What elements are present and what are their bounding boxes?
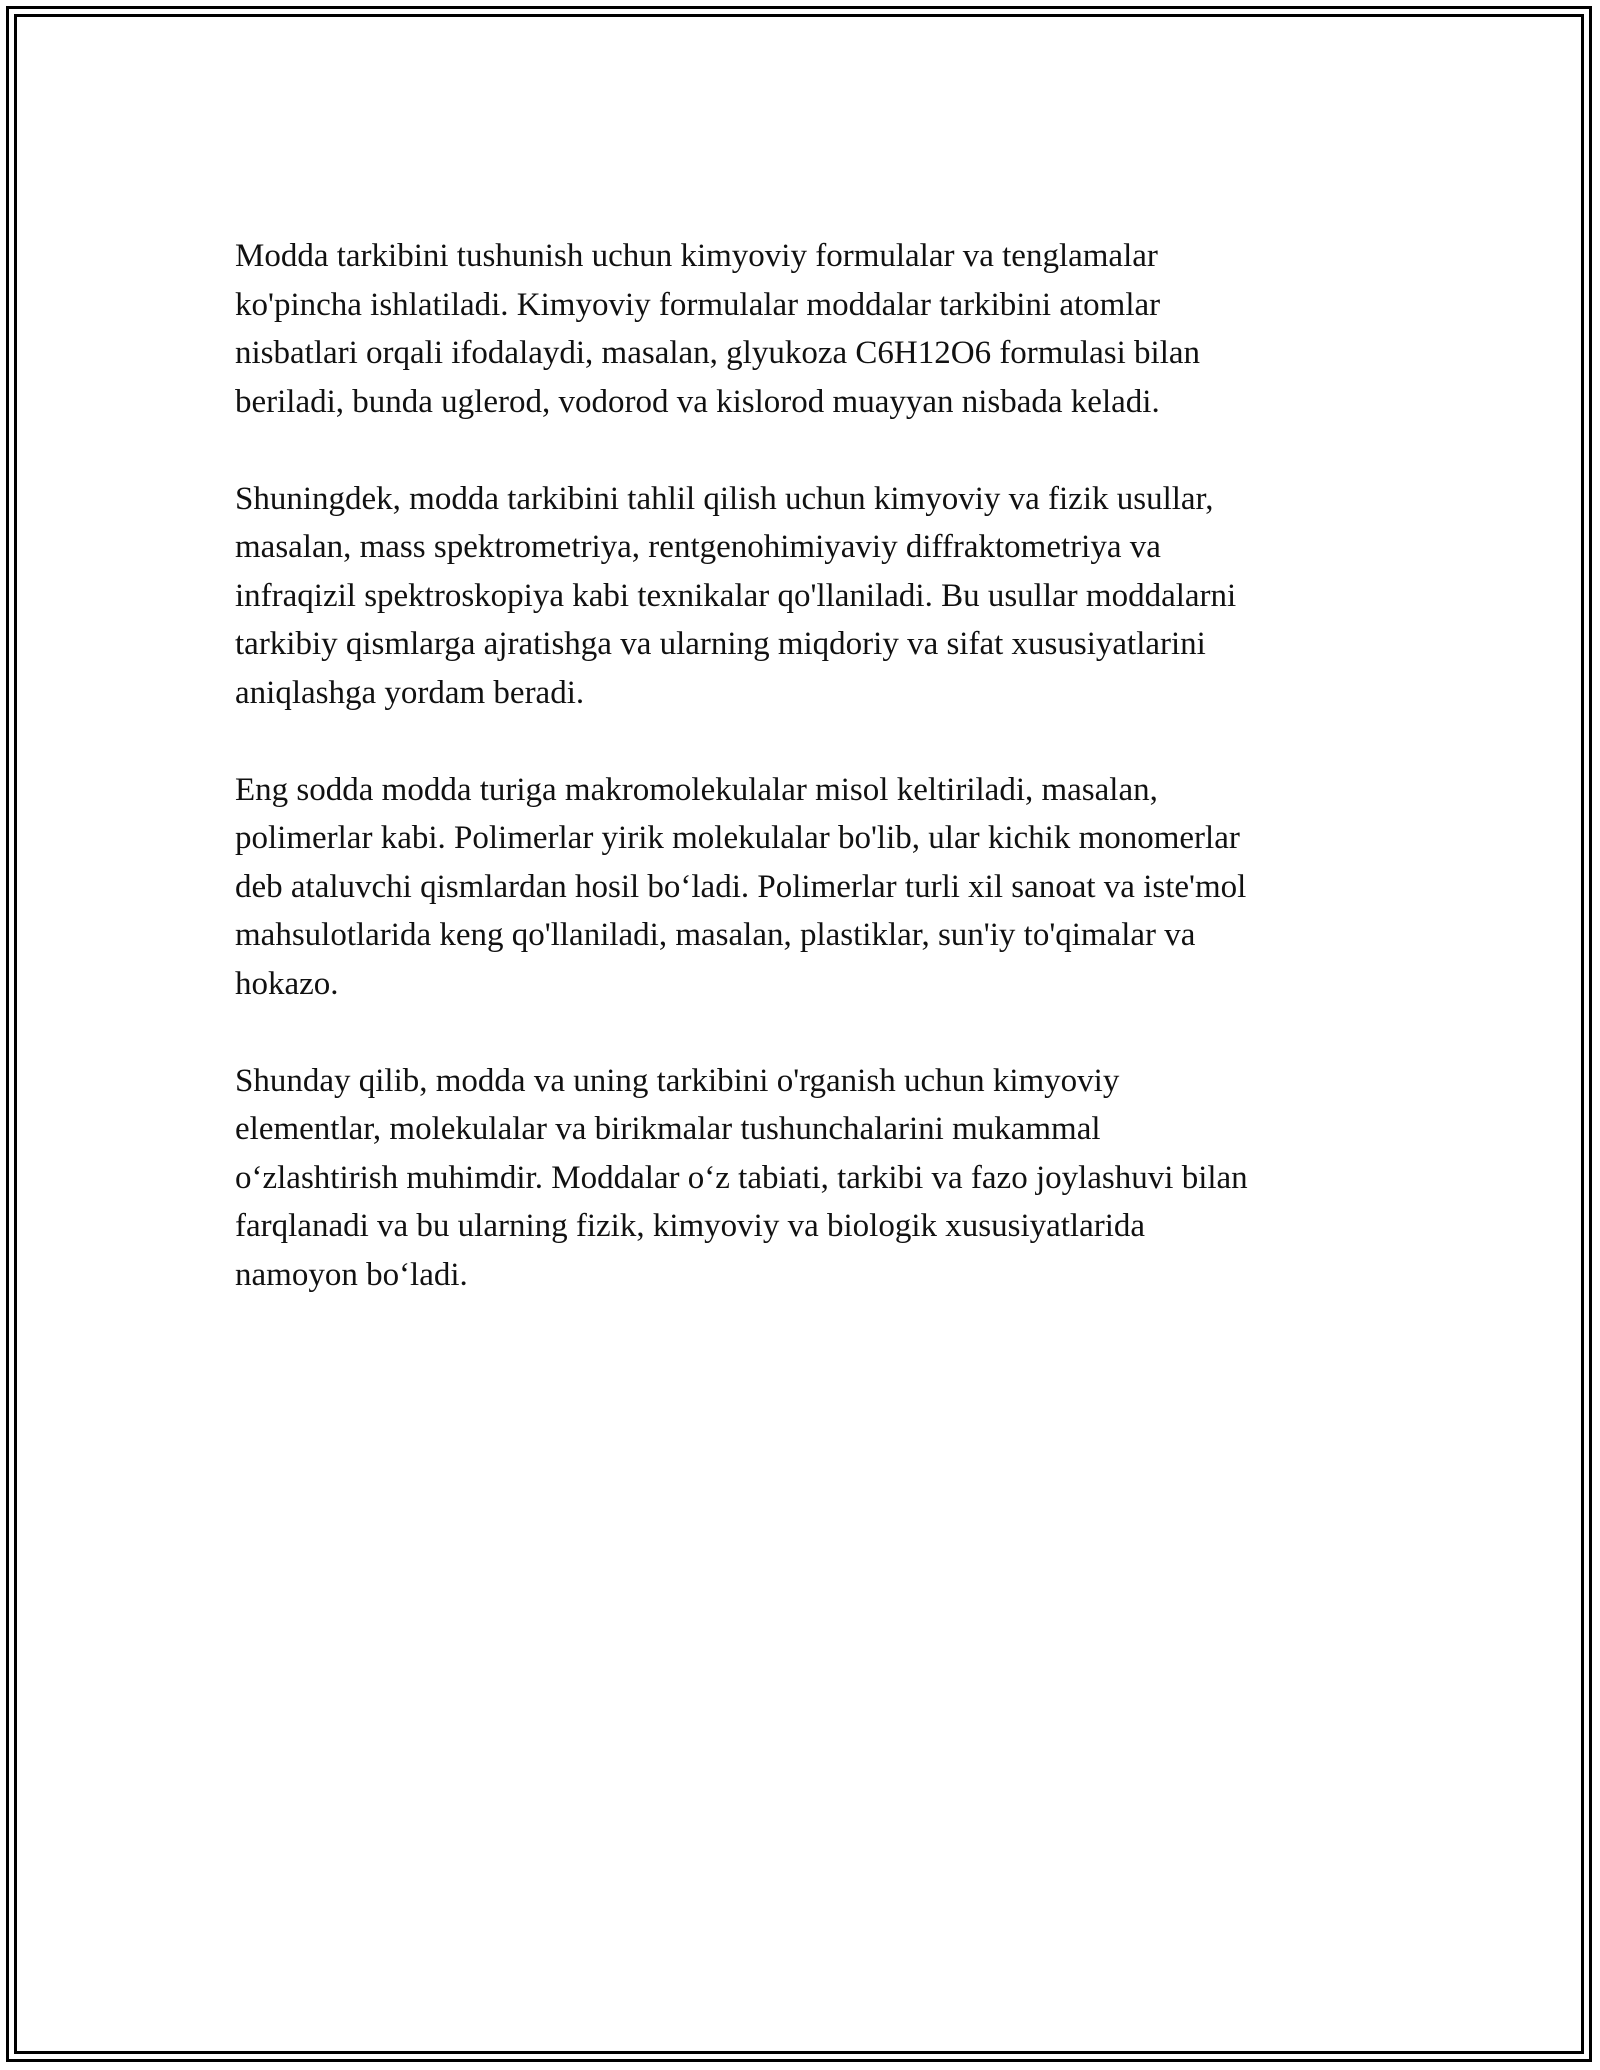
paragraph-3 xyxy=(235,766,1375,1009)
text-line: nisbatlari orqali ifodalaydi, masalan, glyukoza C6H12O6 formulasi bilan xyxy=(235,335,1201,371)
text-line: tarkibiy qismlarga ajratishga va ularning miqdoriy va sifat xususiyatlarini xyxy=(235,626,1206,662)
text-line: polimerlar kabi. Polimerlar yirik molekulalar bo'lib, ular kichik monomerlar xyxy=(235,820,1240,856)
paragraph-4 xyxy=(235,1057,1375,1300)
text-line: beriladi, bunda uglerod, vodorod va kislorod muayyan nisbada keladi. xyxy=(235,383,1160,420)
text-line: namoyon bo‘ladi. xyxy=(235,1256,468,1293)
text-line: deb ataluvchi qismlardan hosil bo‘ladi. Polimerlar turli xil sanoat va iste'mol xyxy=(235,868,1247,905)
document-body xyxy=(235,232,1375,1348)
paragraph-2 xyxy=(235,475,1375,718)
text-line: Shuningdek, modda tarkibini tahlil qilish uchun kimyoviy va fizik usullar, xyxy=(235,480,1214,517)
text-line: aniqlashga yordam beradi. xyxy=(235,674,585,711)
text-line: Eng sodda modda turiga makromolekulalar misol keltiriladi, masalan, xyxy=(235,771,1158,808)
text-line: hokazo. xyxy=(235,965,339,1002)
text-line: elementlar, molekulalar va birikmalar tushunchalarini mukammal xyxy=(235,1111,1101,1147)
paragraph-1 xyxy=(235,232,1375,426)
text-line: Modda tarkibini tushunish uchun kimyoviy formulalar va tenglamalar xyxy=(235,238,1158,274)
text-line: Shunday qilib, modda va uning tarkibini o'rganish uchun kimyoviy xyxy=(235,1062,1120,1099)
text-line: masalan, mass spektrometriya, rentgenohimiyaviy diffraktometriya va xyxy=(235,529,1161,565)
text-line: infraqizil spektroskopiya kabi texnikalar qo'llaniladi. Bu usullar moddalarni xyxy=(235,577,1237,614)
text-line: o‘zlashtirish muhimdir. Moddalar o‘z tabiati, tarkibi va fazo joylashuvi bilan xyxy=(235,1159,1248,1196)
text-line: farqlanadi va bu ularning fizik, kimyoviy va biologik xususiyatlarida xyxy=(235,1208,1146,1244)
text-line: ko'pincha ishlatiladi. Kimyoviy formulalar moddalar tarkibini atomlar xyxy=(235,286,1161,323)
text-line: mahsulotlarida keng qo'llaniladi, masalan, plastiklar, sun'iy to'qimalar va xyxy=(235,917,1196,953)
